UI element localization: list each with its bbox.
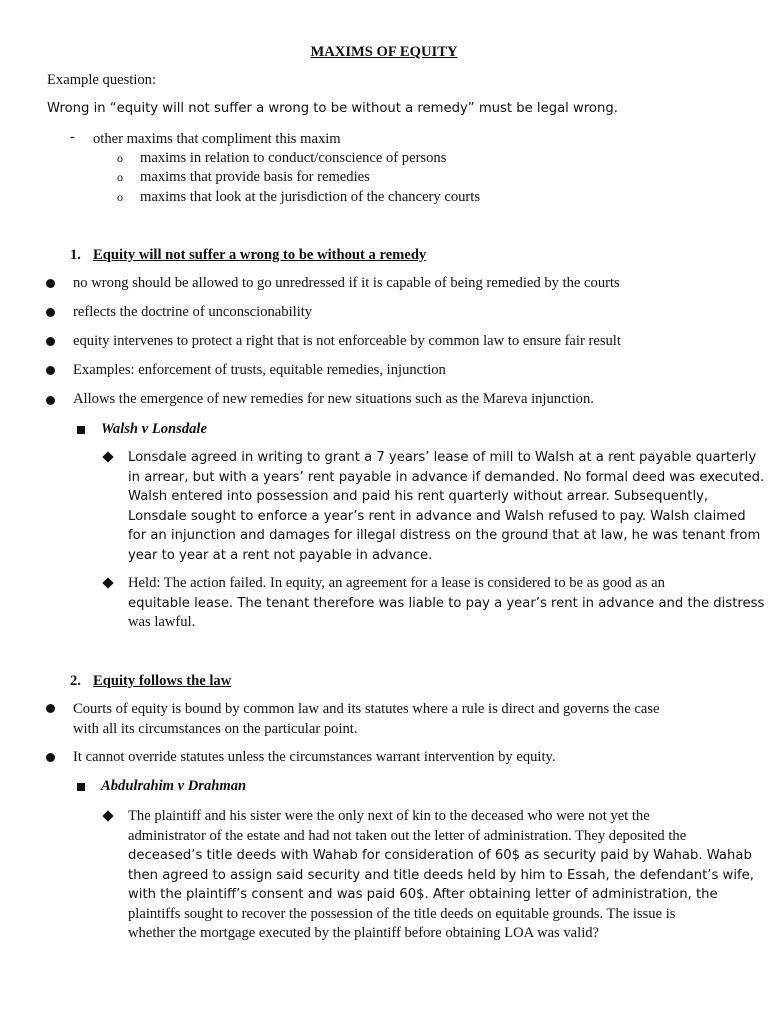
- sub-item: maxims that provide basis for remedies: [140, 169, 370, 185]
- case-name: Abdulrahim v Drahman: [101, 778, 247, 794]
- case-facts-line: deceased’s title deeds with Wahab for consideration of 60$ as security paid by Wahab. Wahab: [128, 848, 752, 863]
- bullet-icon: [46, 337, 55, 346]
- case-facts-line: plaintiffs sought to recover the possession of the title deeds on equitable grounds. The issue is: [128, 905, 676, 922]
- bullet-icon: [46, 753, 55, 762]
- dash-item: other maxims that compliment this maxim: [93, 131, 341, 147]
- diamond-bullet-icon: [102, 451, 113, 462]
- example-question-label: Example question:: [47, 72, 157, 88]
- diamond-bullet-icon: [102, 577, 113, 588]
- case-facts-line: in arrear, but with a years’ rent payable in advance if demanded. No formal deed was executed.: [128, 469, 765, 485]
- case-held-line: was lawful.: [128, 614, 196, 630]
- page-title: MAXIMS OF EQUITY: [310, 44, 458, 60]
- diamond-bullet-icon: [102, 810, 113, 821]
- case-facts-line: year to year at a rent not payable in advance.: [128, 547, 433, 563]
- sub-marker: o: [117, 170, 123, 184]
- bullet-icon: [46, 308, 55, 317]
- section-2-heading: Equity follows the law: [93, 673, 232, 689]
- sub-marker: o: [117, 151, 123, 165]
- section-1-bullet: Examples: enforcement of trusts, equitable remedies, injunction: [73, 362, 446, 378]
- case-facts-line: administrator of the estate and had not taken out the letter of administration. They deposited the: [128, 827, 687, 844]
- sub-item: maxims in relation to conduct/conscience of persons: [140, 150, 447, 166]
- sub-marker: o: [117, 190, 123, 204]
- section-1-bullet: no wrong should be allowed to go unredressed if it is capable of being remedied by the courts: [73, 275, 620, 291]
- section-2-bullet: [73, 700, 673, 739]
- case-facts-line: with the plaintiff’s consent and was paid 60$. After obtaining letter of administration, the: [128, 887, 718, 902]
- case-facts-line: then agreed to assign said security and title deeds held by him to Essah, the defendant’s wife,: [128, 867, 754, 883]
- section-2-bullet: It cannot override statutes unless the circumstances warrant intervention by equity.: [73, 749, 556, 765]
- section-1-bullet: equity intervenes to protect a right that is not enforceable by common law to ensure fair result: [73, 333, 621, 349]
- square-bullet-icon: [77, 783, 85, 791]
- dash-marker: -: [70, 129, 75, 145]
- case-held-line: Held: The action failed. In equity, an agreement for a lease is considered to be as good as an: [128, 575, 665, 591]
- case-facts-line: for an injunction and damages for illegal distress on the ground that at law, he was tenant from: [128, 528, 761, 543]
- case-facts-line: whether the mortgage executed by the plaintiff before obtaining LOA was valid?: [128, 925, 600, 941]
- case-facts: [128, 807, 754, 944]
- square-bullet-icon: [77, 426, 85, 434]
- section-1-bullet: reflects the doctrine of unconscionability: [73, 304, 313, 320]
- section-1-number: 1.: [70, 247, 81, 263]
- bullet-icon: [46, 704, 55, 713]
- case-facts-line: Lonsdale agreed in writing to grant a 7 years’ lease of mill to Walsh at a rent payable quarterly: [128, 450, 757, 465]
- bullet-icon: [46, 396, 55, 405]
- case-facts-line: The plaintiff and his sister were the only next of kin to the deceased who were not yet the: [128, 808, 650, 824]
- section-2-number: 2.: [70, 673, 81, 689]
- section-2-bullet-line: Courts of equity is bound by common law and its statutes where a rule is direct and governs the case: [73, 701, 660, 717]
- case-facts-line: Walsh entered into possession and paid his rent quarterly without arrear. Subsequently,: [128, 489, 709, 504]
- case-name: Walsh v Lonsdale: [101, 421, 207, 437]
- section-1-bullet: Allows the emergence of new remedies for new situations such as the Mareva injunction.: [73, 391, 594, 407]
- section-2-bullet-line: with all its circumstances on the particular point.: [73, 720, 358, 737]
- bullet-icon: [46, 279, 55, 288]
- bullet-icon: [46, 366, 55, 375]
- case-held-line: equitable lease. The tenant therefore was liable to pay a year’s rent in advance and the distress: [128, 595, 765, 611]
- section-1-heading: Equity will not suffer a wrong to be without a remedy: [93, 247, 427, 263]
- example-statement: Wrong in “equity will not suffer a wrong to be without a remedy” must be legal wrong.: [47, 101, 618, 116]
- case-held: [128, 574, 765, 633]
- sub-item: maxims that look at the jurisdiction of the chancery courts: [140, 189, 481, 205]
- case-facts-line: Lonsdale sought to enforce a year’s rent in advance and Walsh refused to pay. Walsh claimed: [128, 508, 746, 524]
- case-facts: [128, 448, 765, 565]
